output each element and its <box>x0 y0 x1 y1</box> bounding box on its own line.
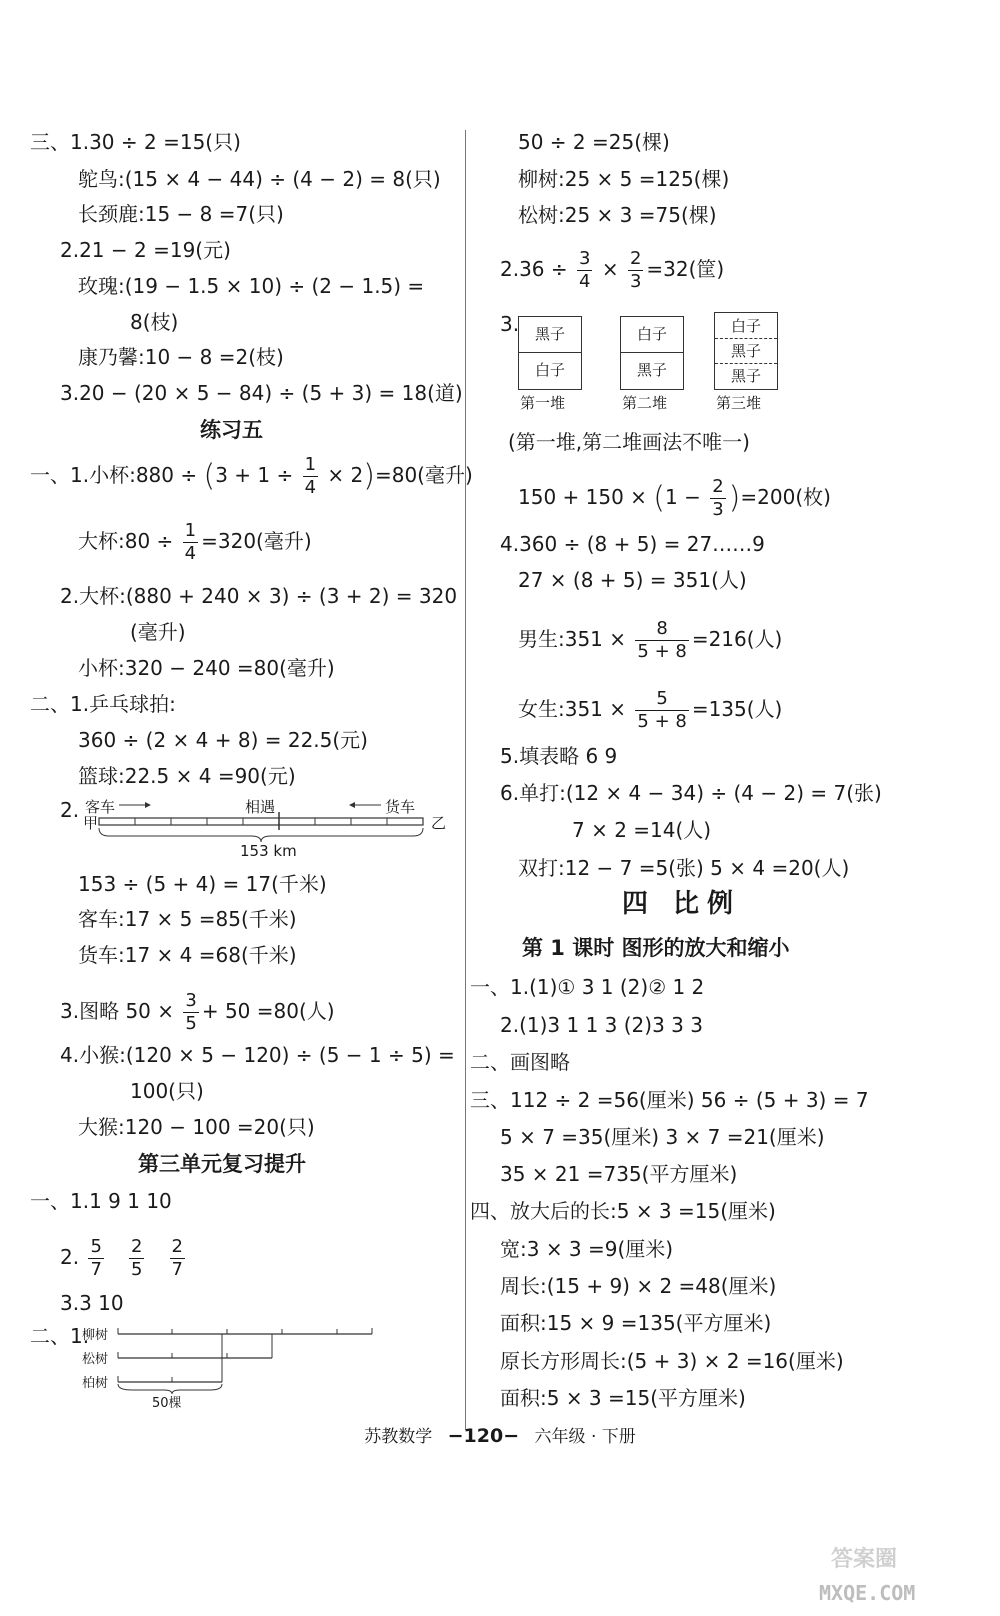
answer-line: 5 × 7 =35(厘米) 3 × 7 =21(厘米) <box>500 1125 825 1149</box>
fraction: $\frac{3}{4}$ <box>579 248 591 292</box>
fraction: $\frac{5}{7}$ <box>90 1236 102 1280</box>
diagram-label: 客车 <box>85 798 116 816</box>
pile-3 <box>714 312 778 390</box>
pile-label: 第二堆 <box>622 394 668 412</box>
column-divider <box>465 130 466 1430</box>
answer-line: 三、112 ÷ 2 =56(厘米) 56 ÷ (5 + 3) = 7 <box>470 1088 869 1112</box>
answer-line: 2.21 − 2 =19(元) <box>60 238 231 262</box>
diagram-label: 柏树 <box>82 1376 109 1391</box>
cell-label: 黑子 <box>534 325 565 343</box>
pile-label: 第三堆 <box>716 394 762 412</box>
pile-1 <box>518 316 582 390</box>
answer-line: 6.单打:(12 × 4 − 34) ÷ (4 − 2) = 7(张) <box>500 781 882 805</box>
answer-line: 2. $\frac{5}{7}$ $\frac{2}{5}$ $\frac{2}{7}$ <box>60 1236 183 1280</box>
fraction: $\frac{1}{4}$ <box>184 520 197 564</box>
answer-line: (毫升) <box>130 620 186 644</box>
page-number: −120− <box>447 1425 520 1447</box>
watermark-url: MXQE.COM <box>819 1581 916 1605</box>
unit-title: 四 比例 <box>622 889 742 919</box>
fraction: $\frac{3}{5}$ <box>185 990 197 1034</box>
section-title: 第三单元复习提升 <box>138 1152 306 1176</box>
answer-line: 一、1.1 9 1 10 <box>30 1189 172 1213</box>
answer-line: 3.3 10 <box>60 1291 124 1315</box>
answer-line: 宽:3 × 3 =9(厘米) <box>500 1237 674 1261</box>
cell-label: 白子 <box>730 317 761 335</box>
answer-line: 一、1.小杯:880 ÷ (3 + 1 ÷ $\frac{1}{4}$ × 2)=80(毫升) <box>30 454 473 498</box>
fraction: $\frac{8}{5 + 8}$ <box>637 618 687 662</box>
diagram-label: 50棵 <box>152 1396 182 1411</box>
answer-line: 2.(1)3 1 1 3 (2)3 3 3 <box>500 1013 703 1037</box>
answer-line: 153 ÷ (5 + 4) = 17(千米) <box>78 872 327 896</box>
tree-diagram <box>82 1322 402 1411</box>
answer-line: 男生:351 × $\frac{8}{5 + 8}$ =216(人) <box>518 618 783 662</box>
footer-subject: 苏教数学 <box>364 1427 433 1447</box>
answer-line: 大猴:120 − 100 =20(只) <box>78 1115 315 1139</box>
diagram-label: 相遇 <box>245 798 276 816</box>
fraction: $\frac{2}{3}$ <box>629 248 642 292</box>
answer-line: 4.360 ÷ (8 + 5) = 27……9 <box>500 532 765 556</box>
answer-line: 27 × (8 + 5) = 351(人) <box>518 568 747 592</box>
answer-line: 8(枝) <box>130 310 179 334</box>
answer-line: 玫瑰:(19 − 1.5 × 10) ÷ (2 − 1.5) = <box>78 274 425 298</box>
answer-line: 二、画图略 <box>470 1050 570 1074</box>
fraction: $\frac{2}{5}$ <box>130 1236 143 1280</box>
diagram-label: 货车 <box>385 798 416 816</box>
answer-line: 双打:12 − 7 =5(张) 5 × 4 =20(人) <box>518 856 850 880</box>
answer-line: 100(只) <box>130 1079 204 1103</box>
diagram-label: 153 km <box>240 842 297 860</box>
watermark-logo <box>815 1530 995 1610</box>
answer-line: 360 ÷ (2 × 4 + 8) = 22.5(元) <box>78 728 368 752</box>
cell-label: 黑子 <box>730 367 761 385</box>
answer-line: 4.小猴:(120 × 5 − 120) ÷ (5 − 1 ÷ 5) = <box>60 1043 455 1067</box>
answer-line: 7 × 2 =14(人) <box>572 818 712 842</box>
answer-line: 周长:(15 + 9) × 2 =48(厘米) <box>500 1274 777 1298</box>
answer-line: 面积:15 × 9 =135(平方厘米) <box>500 1311 772 1335</box>
answer-line: 大杯:80 ÷ $\frac{1}{4}$ =320(毫升) <box>78 520 312 564</box>
fraction: $\frac{5}{5 + 8}$ <box>637 688 687 732</box>
answer-line: 鸵鸟:(15 × 4 − 44) ÷ (4 − 2) = 8(只) <box>78 167 441 191</box>
answer-line: 3.20 − (20 × 5 − 84) ÷ (5 + 3) = 18(道) <box>60 381 463 405</box>
answer-line: 150 + 150 × (1 − $\frac{2}{3}$ )=200(枚) <box>518 476 831 520</box>
answer-line: 2.36 ÷ $\frac{3}{4}$ × $\frac{2}{3}$ =32(筐) <box>500 248 725 292</box>
pile-2 <box>620 316 684 390</box>
answer-line: 三、1.30 ÷ 2 =15(只) <box>30 130 241 154</box>
meeting-diagram <box>85 796 445 858</box>
diagram-label: 柳树 <box>82 1328 109 1343</box>
watermark-text: 答案圈 <box>831 1547 898 1572</box>
answer-line: (第一堆,第二堆画法不唯一) <box>508 430 750 454</box>
answer-line: 女生:351 × $\frac{5}{5 + 8}$ =135(人) <box>518 688 783 732</box>
cell-label: 黑子 <box>730 342 761 360</box>
diagram-label: 甲 <box>83 814 99 832</box>
cell-label: 黑子 <box>636 361 667 379</box>
lesson-title: 第 1 课时 图形的放大和缩小 <box>522 936 790 960</box>
answer-line: 一、1.(1)① 3 1 (2)② 1 2 <box>470 975 705 999</box>
segment-diagram <box>82 1322 402 1408</box>
answer-line: 二、1.乒乓球拍: <box>30 692 176 716</box>
answer-line: 面积:5 × 3 =15(平方厘米) <box>500 1386 746 1410</box>
fraction: $\frac{2}{3}$ <box>712 476 724 520</box>
cell-label: 白子 <box>534 361 565 379</box>
cell-label: 白子 <box>636 325 667 343</box>
answer-line: 5.填表略 6 9 <box>500 744 618 768</box>
page-footer <box>0 1422 1000 1447</box>
pile-label: 第一堆 <box>520 394 566 412</box>
question-number: 3. <box>500 312 520 336</box>
answer-line: 篮球:22.5 × 4 =90(元) <box>78 764 296 788</box>
answer-line: 客车:17 × 5 =85(千米) <box>78 907 297 931</box>
question-number: 二、1. <box>30 1324 90 1348</box>
answer-line: 50 ÷ 2 =25(棵) <box>518 130 670 154</box>
answer-line: 2.大杯:(880 + 240 × 3) ÷ (3 + 2) = 320 <box>60 584 458 608</box>
answer-line: 柳树:25 × 5 =125(棵) <box>518 167 730 191</box>
fraction: $\frac{1}{4}$ <box>304 454 317 498</box>
answer-line: 康乃馨:10 − 8 =2(枝) <box>78 345 284 369</box>
answer-line: 小杯:320 − 240 =80(毫升) <box>78 656 335 680</box>
answer-line: 货车:17 × 4 =68(千米) <box>78 943 297 967</box>
section-title: 练习五 <box>200 418 263 442</box>
answer-line: 3.图略 50 × $\frac{3}{5}$ + 50 =80(人) <box>60 990 335 1034</box>
fraction: $\frac{2}{7}$ <box>171 1236 183 1280</box>
question-number: 2. <box>60 798 80 822</box>
answer-line: 松树:25 × 3 =75(棵) <box>518 203 717 227</box>
footer-grade: 六年级 · 下册 <box>534 1427 636 1447</box>
answer-line: 原长方形周长:(5 + 3) × 2 =16(厘米) <box>500 1349 844 1373</box>
diagram-label: 松树 <box>82 1352 109 1367</box>
answer-line: 四、放大后的长:5 × 3 =15(厘米) <box>470 1199 776 1223</box>
diagram-label: 乙 <box>431 814 447 832</box>
answer-line: 长颈鹿:15 − 8 =7(只) <box>78 202 284 226</box>
answer-line: 35 × 21 =735(平方厘米) <box>500 1162 738 1186</box>
